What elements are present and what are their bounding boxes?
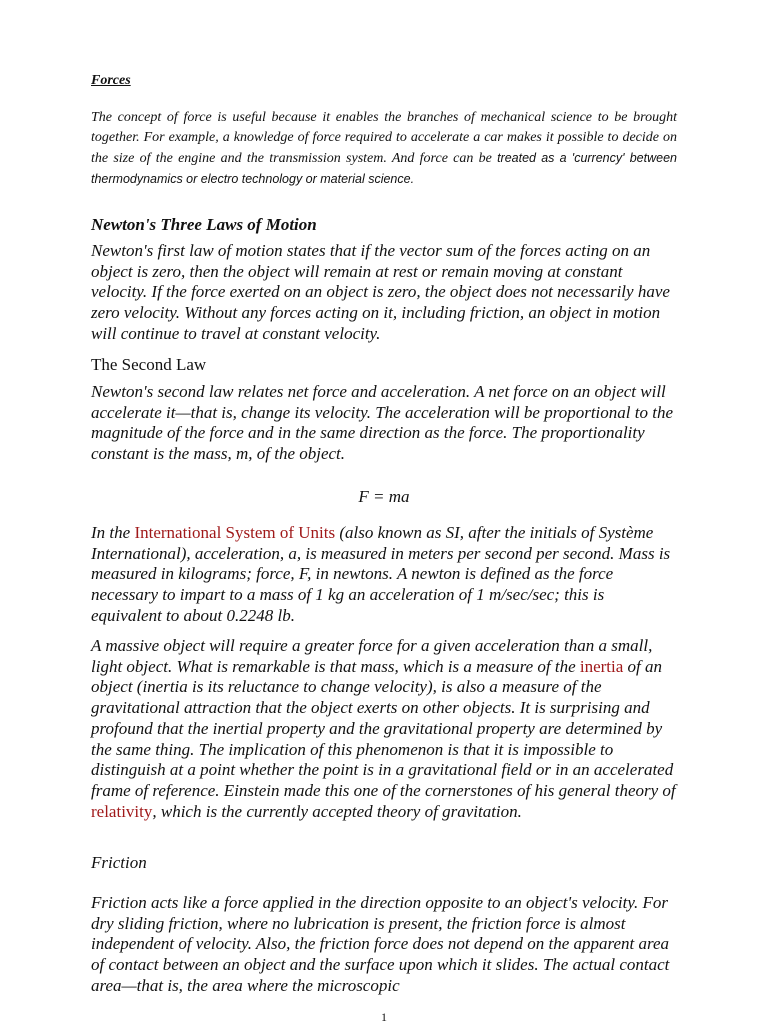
si-text-before: In the <box>91 523 135 542</box>
mass-text-after: , which is the currently accepted theory of gravitation. <box>152 801 522 821</box>
mass-text-middle: of an object (inertia is its reluctance to change velocity), is also a measure of the gravitational attraction that the object exerts on other objects. It is surprising and profound that the inertial property and the gravitational property are determined by the same thing. The implication of this phenomenon is that it is impossible to distinguish at a point whether the point is in a gravitational field or in an accelerated frame of reference. Einstein made this one of the cornerstones of his general theory of <box>91 656 676 800</box>
relativity-link[interactable]: relativity <box>91 801 153 821</box>
page-number: 1 <box>381 1010 387 1024</box>
first-law-paragraph: Newton's first law of motion states that if the vector sum of the forces acting on an object is zero, then the object will remain at rest or remain moving at constant velocity. If the force exerted on an object is zero, the object does not necessarily have zero velocity. Without any forces acting on it, including friction, an object in motion will continue to travel at constant velocity. <box>91 241 670 343</box>
inertia-link[interactable]: inertia <box>579 656 624 676</box>
second-law-title: The Second Law <box>91 355 207 374</box>
intro-tail-text: treated as a 'currency' between thermodynamics or electro technology or material science. <box>91 151 677 186</box>
si-text-after: (also known as SI, after the initials of Système International), acceleration, a, is measured in meters per second per second. Mass is measured in kilograms; force, F, in newtons. A newton is defined as the force necessary to impart to a mass of 1 kg an acceleration of 1 m/sec/sec; this is equivalent to about 0.2248 lb. <box>91 523 671 625</box>
si-paragraph <box>91 523 677 627</box>
intro-main-text: The concept of force is useful because it enables the branches of mechanical science to be brought together. For example, a knowledge of force required to accelerate a car makes it possible to decide on the size of the engine and the transmission system. And force can be <box>91 110 677 166</box>
formula-f-equals-ma: F = ma <box>358 487 410 506</box>
friction-title: Friction <box>91 853 147 872</box>
mass-text-before: A massive object will require a greater force for a given acceleration than a small, light object. What is remarkable is that mass, which is a measure of the <box>91 636 653 676</box>
heading-forces: Forces <box>91 73 131 88</box>
intro-paragraph <box>91 108 677 190</box>
friction-paragraph: Friction acts like a force applied in the direction opposite to an object's velocity. For dry sliding friction, where no lubrication is present, the friction force is almost independent of velocity. Also, the friction force does not depend on the apparent area of contact between an object and the surface upon which it slides. The actual contact area—that is, the area where the microscopic <box>91 893 670 995</box>
mass-paragraph <box>91 636 677 822</box>
section-title-newtons-laws: Newton's Three Laws of Motion <box>91 215 317 234</box>
international-system-of-units-link[interactable]: International System of Units <box>134 523 336 542</box>
second-law-paragraph: Newton's second law relates net force and acceleration. A net force on an object will accelerate it—that is, change its velocity. The acceleration will be proportional to the magnitude of the force and in the same direction as the force. The proportionality constant is the mass, m, of the object. <box>91 382 673 464</box>
